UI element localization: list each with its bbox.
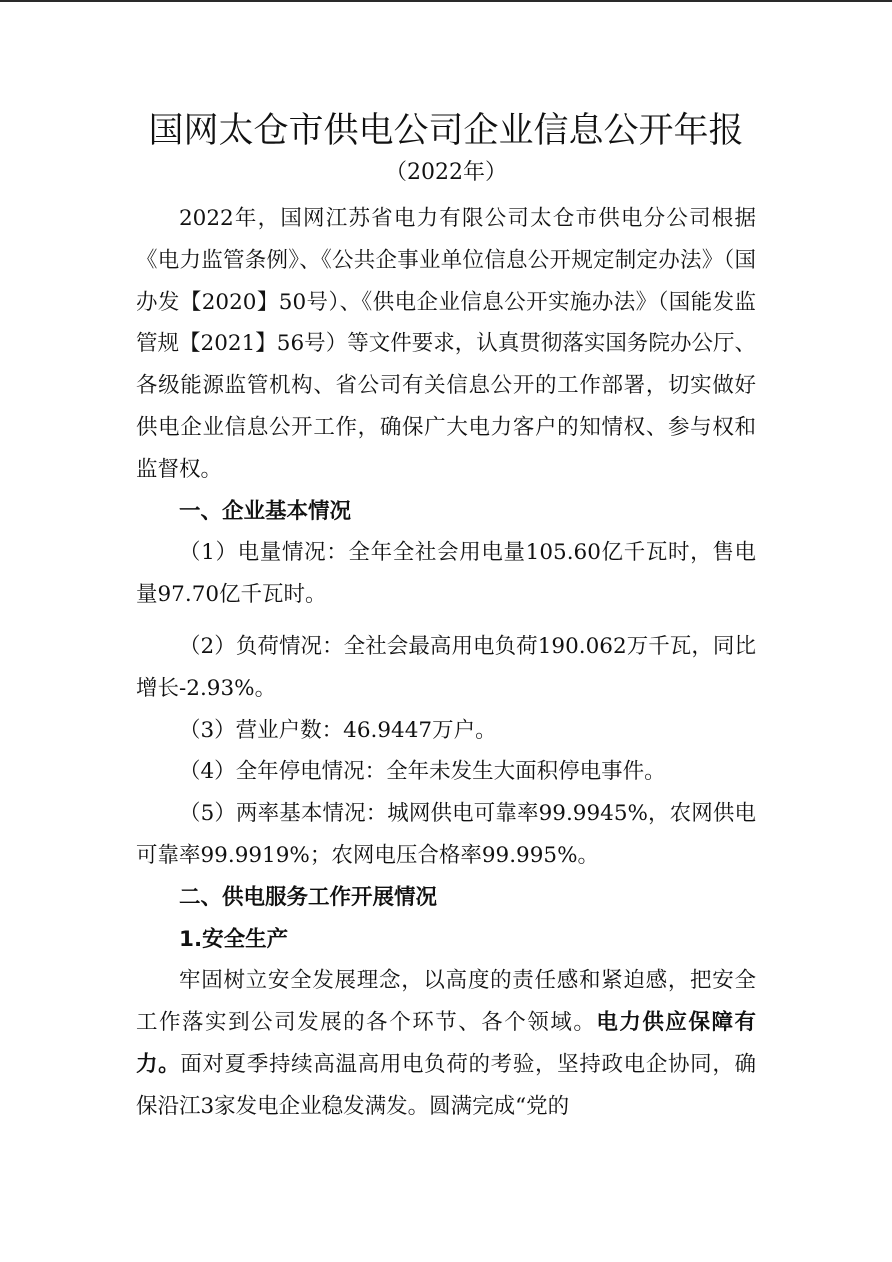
subsection-safety-heading: 1.安全生产 [179, 926, 289, 952]
safety-bold-text: 电力供应保障有力。 [136, 1010, 756, 1077]
safety-text-1: 牢固树立安全发展理念，以高度的责任感和紧迫感，把安全工作落实到公司发展的各个环节、各个领域。 [136, 968, 756, 1036]
item-electricity: （1）电量情况：全年全社会用电量105.60亿千瓦时，售电量97.70亿千瓦时。 [136, 540, 756, 608]
document-body [136, 198, 756, 1128]
document-year: （2022年） [385, 160, 507, 185]
item-outage: （4）全年停电情况：全年未发生大面积停电事件。 [179, 759, 666, 785]
item-load: （2）负荷情况：全社会最高用电负荷190.062万千瓦，同比增长-2.93%。 [136, 633, 756, 701]
intro-paragraph: 2022年，国网江苏省电力有限公司太仓市供电分公司根据《电力监管条例》、《公共企事业单位信息公开规定制定办法》（国办发【2020】50号）、《供电企业信息公开实施办法》（国能发监管规【2021】56号）等文件要求，认真贯彻落实国务院办公厅、各级能源监管机构、省公司有关信息公开的工作部署，切实做好供电企业信息公开工作，确保广大电力客户的知情权、参与权和监督权。 [136, 206, 756, 482]
item-reliability: （5）两率基本情况：城网供电可靠率99.9945%，农网供电可靠率99.9919%；农网电压合格率99.995%。 [136, 801, 756, 868]
document-title: 国网太仓市供电公司企业信息公开年报 [148, 111, 744, 151]
section-2-heading: 二、供电服务工作开展情况 [179, 884, 438, 910]
top-border [0, 0, 892, 2]
section-1-heading: 一、企业基本情况 [179, 498, 352, 524]
safety-text-2: 面对夏季持续高温高用电负荷的考验，坚持政电企协同，确保沿江3家发电企业稳发满发。圆满完成“党的 [136, 1051, 756, 1119]
item-customers: （3）营业户数：46.9447万户。 [179, 717, 497, 743]
safety-paragraph [136, 960, 756, 1127]
